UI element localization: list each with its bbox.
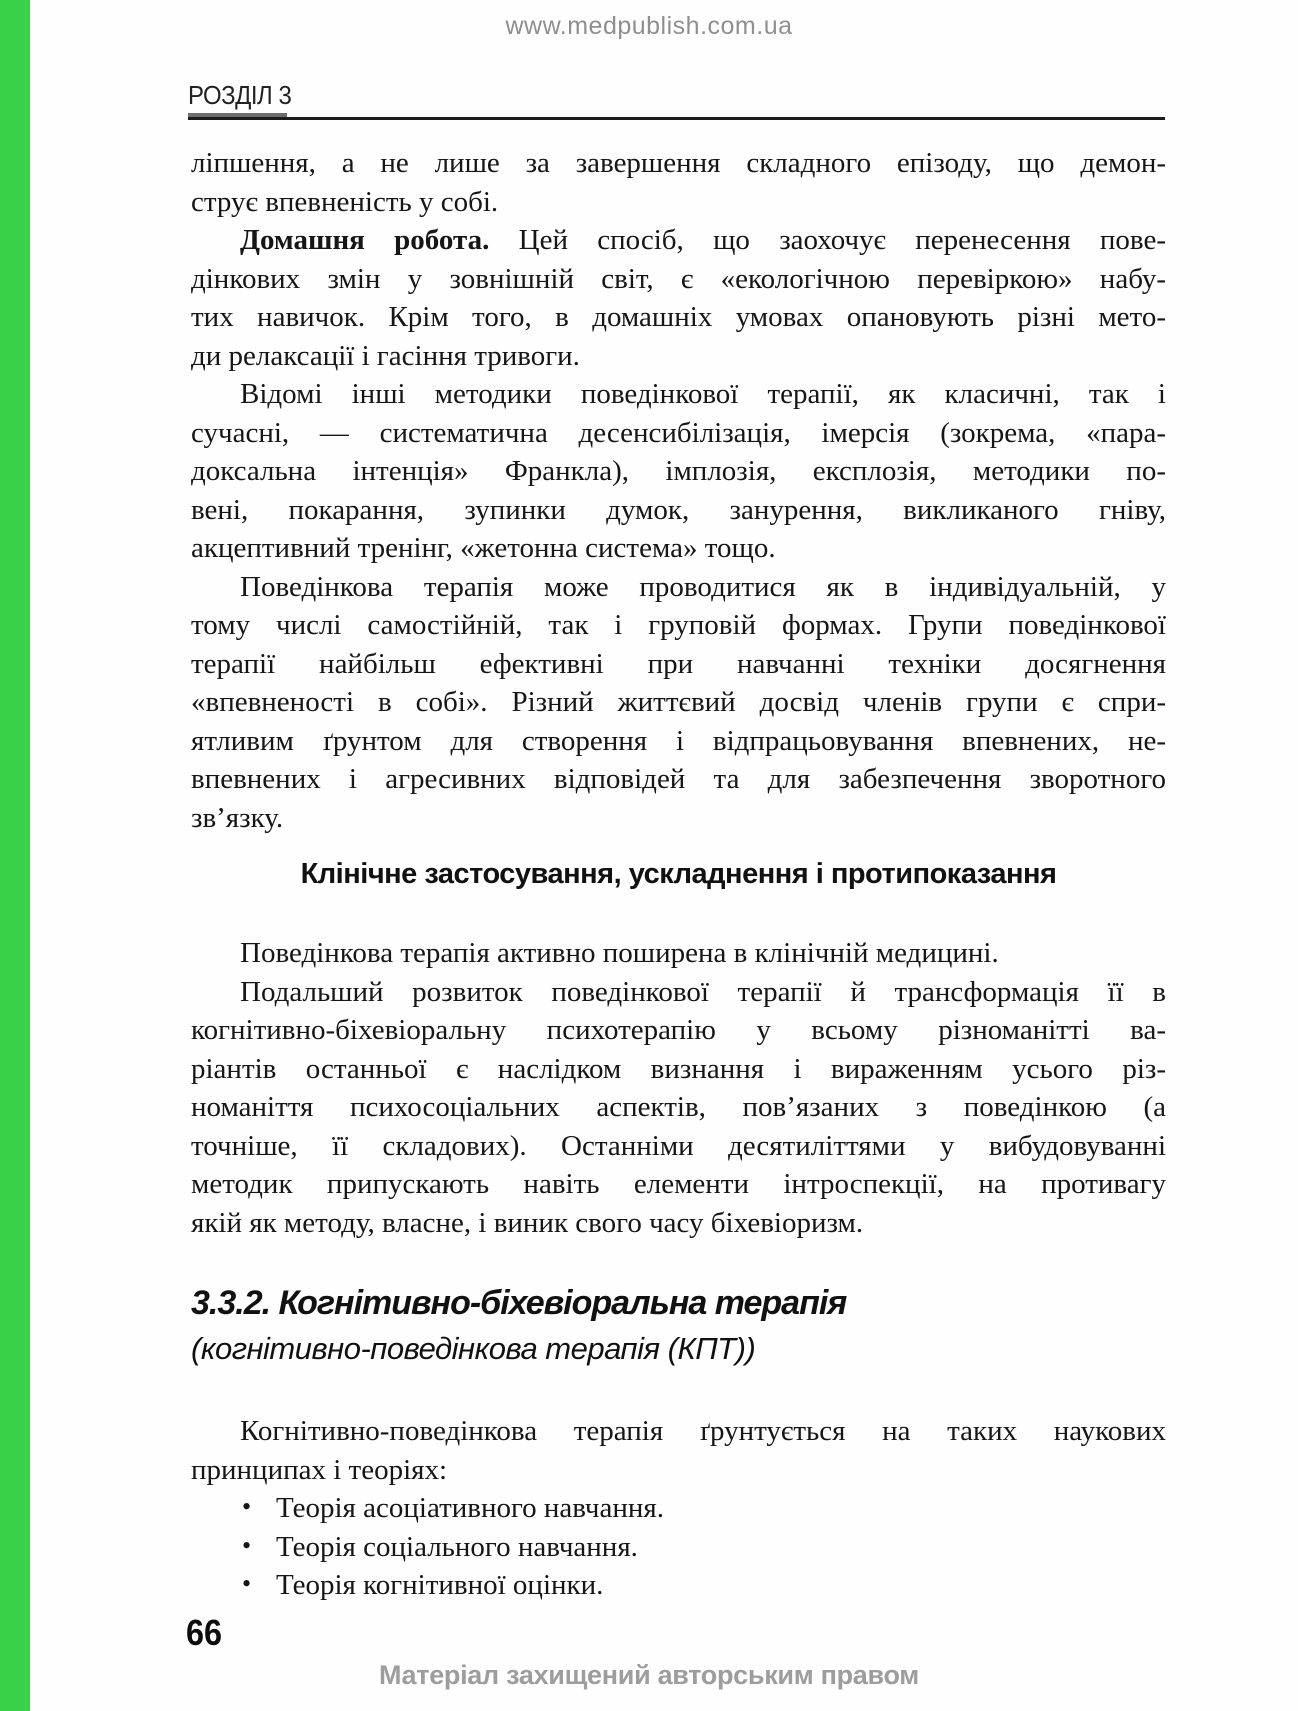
text-line: ятливим ґрунтом для створення і відпрацьовування впевнених, не- [191, 724, 1166, 757]
text-line: Когнітивно-поведінкова терапія ґрунтується на таких наукових [240, 1415, 1166, 1447]
text-line: тому числі самостійній, так і груповій формах. Групи поведінкової [191, 609, 1166, 641]
list-item [191, 1528, 1166, 1567]
running-header-chapter: РОЗДІЛ 3 [188, 80, 292, 110]
text-line: зв’язку. [191, 801, 284, 834]
bullet-icon: • [242, 1569, 252, 1598]
text-line [191, 221, 1166, 260]
text-line: струє впевненість у собі. [191, 185, 499, 218]
text-line: якій як методу, власне, і виник свого часу біхевіоризм. [191, 1206, 864, 1239]
page-number: 66 [186, 1612, 223, 1653]
list-item [191, 1566, 1166, 1605]
section-heading: Клінічне застосування, ускладнення і протипоказання [300, 858, 1057, 890]
text-line: сучасні, — систематична десенсибілізація, імерсія (зокрема, «пара- [191, 416, 1166, 449]
header-rule-line [188, 117, 1165, 120]
watermark-url: www.medpublish.com.ua [505, 12, 793, 40]
text-line: Поведінкова терапія може проводитися як в індивідуальній, у [240, 570, 1166, 603]
text-line: терапії найбільш ефективні при навчанні техніки досягнення [191, 647, 1166, 680]
list-item-text: Теорія когнітивної оцінки. [276, 1569, 604, 1601]
text-line: дінкових змін у зовнішній світ, є «екологічною перевіркою» набу- [191, 262, 1166, 295]
subsection-heading-subtitle: (когнітивно-поведінкова терапія (КПТ)) [191, 1331, 756, 1366]
text-line: ріантів останньої є наслідком визнання і вираженням усього різ- [191, 1052, 1166, 1085]
subsection-heading-block [191, 1280, 1166, 1372]
text-line: Подальший розвиток поведінкової терапії й трансформація її в [240, 975, 1166, 1008]
subsection-heading-title: 3.3.2. Когнітивно-біхевіоральна терапія [191, 1284, 847, 1322]
bullet-icon: • [242, 1492, 252, 1521]
text-line: доксальна інтенція» Франкла), імплозія, експлозія, методики по- [191, 455, 1166, 487]
text-line: акцептивний тренінг, «жетонна система» тощо. [191, 532, 776, 564]
bullet-icon: • [242, 1530, 252, 1560]
text-line: тих навичок. Крім того, в домашніх умовах опановують різні мето- [191, 301, 1166, 333]
text-run: Цей спосіб, що заохочує перенесення пове- [489, 224, 1166, 256]
list-item-text: Теорія асоціативного навчання. [276, 1492, 664, 1524]
body-block-1 [191, 144, 1166, 837]
text-line: «впевненості в собі». Різний життєвий досвід членів групи є спри- [191, 686, 1166, 718]
body-block-2 [191, 934, 1166, 1242]
text-line: принципах і теоріях: [191, 1453, 448, 1486]
text-line: ди релаксації і гасіння тривоги. [191, 339, 580, 372]
list-item [191, 1489, 1166, 1528]
text-line: когнітивно-біхевіоральну психотерапію у всьому різноманітті ва- [191, 1014, 1166, 1046]
text-line: номаніття психосоціальних аспектів, пов’язаних з поведінкою (а [191, 1091, 1166, 1123]
list-item-text: Теорія соціального навчання. [276, 1530, 638, 1563]
text-line: точніше, її складових). Останніми десятиліттями у вибудовуванні [191, 1129, 1166, 1162]
text-line: вені, покарання, зупинки думок, занурення, викликаного гніву, [191, 493, 1166, 526]
text-line: Поведінкова терапія активно поширена в клінічній медицині. [240, 937, 999, 969]
text-line: ліпшення, а не лише за завершення складного епізоду, що демон- [191, 147, 1166, 179]
body-block-3 [191, 1412, 1166, 1605]
copyright-footer: Матеріал захищений авторським правом [379, 1660, 919, 1690]
text-line: впевнених і агресивних відповідей та для забезпечення зворотного [191, 763, 1166, 795]
bold-run-in-heading: Домашня робота. [240, 224, 490, 256]
text-line: Відомі інші методики поведінкової терапії, як класичні, так і [240, 378, 1166, 410]
page-edge-strip [0, 0, 30, 1711]
text-line: методик припускають навіть елементи інтроспекції, на противагу [191, 1168, 1166, 1200]
